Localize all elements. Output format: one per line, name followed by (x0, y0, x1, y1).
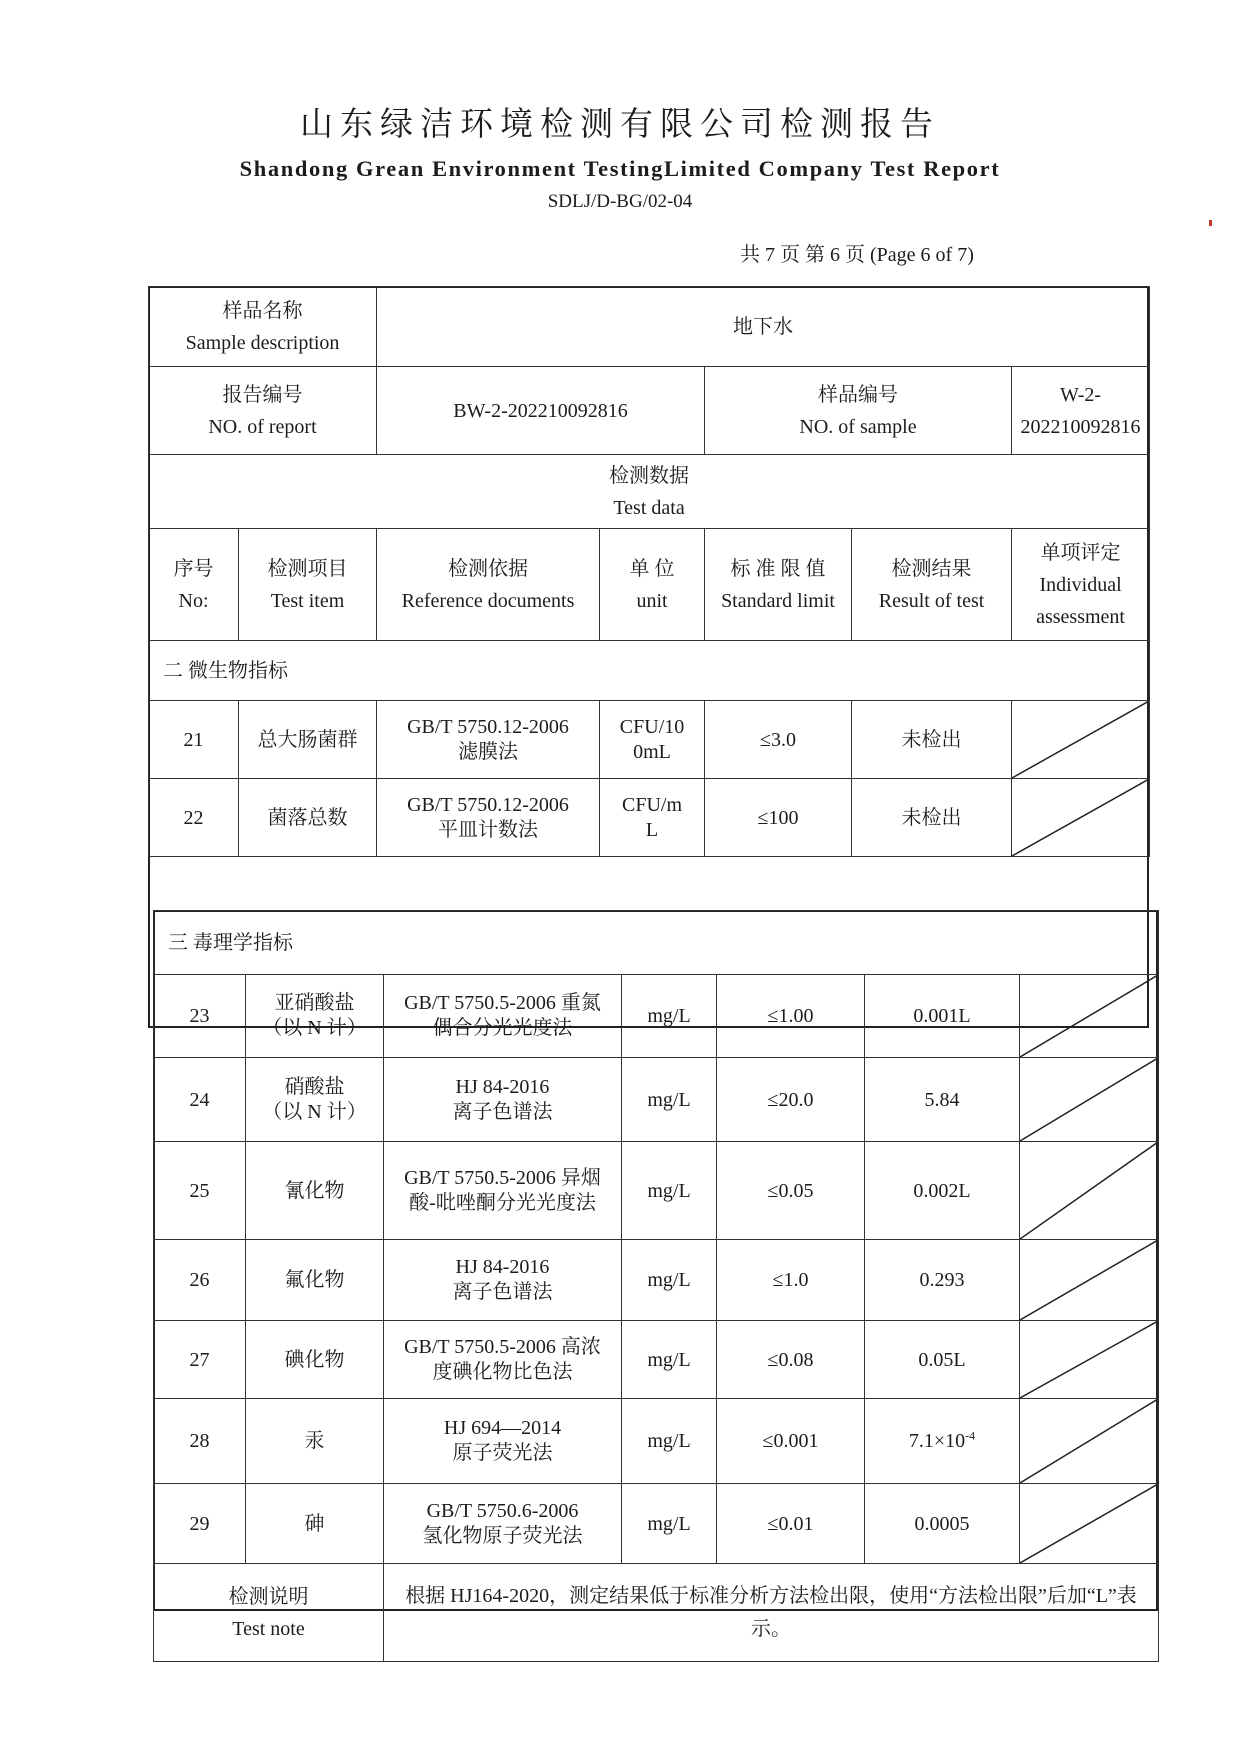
row-no: 23 (154, 975, 246, 1058)
row-item: 氟化物 (246, 1240, 384, 1321)
row-unit: CFU/m L (600, 779, 705, 857)
row-reference: GB/T 5750.5-2006 重氮 偶合分光光度法 (384, 975, 622, 1058)
row-reference: GB/T 5750.5-2006 高浓 度碘化物比色法 (384, 1321, 622, 1399)
row-result: 5.84 (865, 1058, 1020, 1142)
row-unit: CFU/10 0mL (600, 701, 705, 779)
row-reference: HJ 84-2016 离子色谱法 (384, 1240, 622, 1321)
row-item: 氰化物 (246, 1142, 384, 1240)
row-result: 0.05L (865, 1321, 1020, 1399)
row-result: 0.293 (865, 1240, 1020, 1321)
row-assessment-blank (1012, 779, 1150, 857)
row-no: 29 (154, 1484, 246, 1564)
row-no: 22 (149, 779, 239, 857)
row-unit: mg/L (622, 1058, 717, 1142)
report-number-label: 报告编号 NO. of report (149, 367, 377, 455)
table-row (154, 1142, 1159, 1240)
sample-description-row (149, 287, 1150, 367)
col-header-assessment: 单项评定 Individual assessment (1012, 529, 1150, 641)
test-note-row (154, 1564, 1159, 1662)
report-title-en: Shandong Grean Environment TestingLimited Company Test Report (239, 156, 1001, 181)
section-heading-microbial: 二 微生物指标 (149, 641, 1150, 701)
row-no: 24 (154, 1058, 246, 1142)
row-item: 碘化物 (246, 1321, 384, 1399)
row-limit: ≤100 (705, 779, 852, 857)
row-item: 汞 (246, 1399, 384, 1484)
sample-description-label: 样品名称 Sample description (149, 287, 377, 367)
report-title-cn: 山东绿洁环境检测有限公司检测报告 (300, 104, 940, 143)
document-code: SDLJ/D-BG/02-04 (547, 191, 693, 212)
column-header-row (149, 529, 1150, 641)
row-reference: GB/T 5750.6-2006 氢化物原子荧光法 (384, 1484, 622, 1564)
section-row-toxicological (154, 911, 1159, 975)
row-unit: mg/L (622, 1484, 717, 1564)
col-header-result: 检测结果 Result of test (852, 529, 1012, 641)
row-unit: mg/L (622, 1142, 717, 1240)
row-no: 25 (154, 1142, 246, 1240)
row-reference: GB/T 5750.5-2006 异烟 酸-吡唑酮分光光度法 (384, 1142, 622, 1240)
row-result: 未检出 (852, 701, 1012, 779)
row-assessment-blank (1020, 1142, 1159, 1240)
row-limit: ≤1.0 (717, 1240, 865, 1321)
row-limit: ≤1.00 (717, 975, 865, 1058)
sample-number-value: W-2-202210092816 (1012, 367, 1150, 455)
col-header-item: 检测项目 Test item (239, 529, 377, 641)
row-limit: ≤0.001 (717, 1399, 865, 1484)
test-note-label: 检测说明 Test note (154, 1564, 384, 1662)
test-data-heading-row (149, 455, 1150, 529)
test-note-text: 根据 HJ164-2020，测定结果低于标准分析方法检出限，使用“方法检出限”后加“L”表示。 (384, 1564, 1159, 1662)
row-item: 总大肠菌群 (239, 701, 377, 779)
table-row (154, 975, 1159, 1058)
row-assessment-blank (1020, 1484, 1159, 1564)
row-limit: ≤0.08 (717, 1321, 865, 1399)
report-number-row (149, 367, 1150, 455)
row-result: $7.1\times 10^{-4}$ (865, 1399, 1020, 1484)
row-unit: mg/L (622, 1321, 717, 1399)
row-item: 亚硝酸盐 （以 N 计） (246, 975, 384, 1058)
test-data-table-lower (153, 910, 1159, 1662)
row-result: 未检出 (852, 779, 1012, 857)
row-assessment-blank (1020, 1399, 1159, 1484)
row-unit: mg/L (622, 1399, 717, 1484)
test-data-table-upper (148, 286, 1150, 857)
sample-description-value: 地下水 (377, 287, 1150, 367)
row-assessment-blank (1012, 701, 1150, 779)
col-header-no: 序号 No: (149, 529, 239, 641)
row-unit: mg/L (622, 975, 717, 1058)
row-result: 0.002L (865, 1142, 1020, 1240)
row-item: 硝酸盐 （以 N 计） (246, 1058, 384, 1142)
table-row (154, 1240, 1159, 1321)
table-row (154, 1321, 1159, 1399)
row-no: 21 (149, 701, 239, 779)
row-unit: mg/L (622, 1240, 717, 1321)
row-limit: ≤0.05 (717, 1142, 865, 1240)
row-item: 砷 (246, 1484, 384, 1564)
row-limit: ≤0.01 (717, 1484, 865, 1564)
row-assessment-blank (1020, 1321, 1159, 1399)
section-row-microbial (149, 641, 1150, 701)
report-number-value: BW-2-202210092816 (377, 367, 705, 455)
row-reference: HJ 84-2016 离子色谱法 (384, 1058, 622, 1142)
row-reference: GB/T 5750.12-2006 滤膜法 (377, 701, 600, 779)
table-row (154, 1058, 1159, 1142)
col-header-limit: 标 准 限 值 Standard limit (705, 529, 852, 641)
row-result: 0.0005 (865, 1484, 1020, 1564)
col-header-reference: 检测依据 Reference documents (377, 529, 600, 641)
page-info: 共 7 页 第 6 页 (Page 6 of 7) (740, 244, 974, 266)
row-no: 28 (154, 1399, 246, 1484)
row-reference: HJ 694—2014 原子荧光法 (384, 1399, 622, 1484)
row-assessment-blank (1020, 975, 1159, 1058)
row-no: 27 (154, 1321, 246, 1399)
row-no: 26 (154, 1240, 246, 1321)
row-assessment-blank (1020, 1240, 1159, 1321)
test-data-heading: 检测数据 Test data (149, 455, 1150, 529)
table-row (149, 779, 1150, 857)
section-heading-toxicological: 三 毒理学指标 (154, 911, 1159, 975)
col-header-unit: 单 位 unit (600, 529, 705, 641)
row-item: 菌落总数 (239, 779, 377, 857)
table-row (154, 1399, 1159, 1484)
sample-number-label: 样品编号 NO. of sample (705, 367, 1012, 455)
row-limit: ≤20.0 (717, 1058, 865, 1142)
row-limit: ≤3.0 (705, 701, 852, 779)
table-row (154, 1484, 1159, 1564)
margin-mark (1209, 220, 1212, 226)
row-result: 0.001L (865, 975, 1020, 1058)
row-assessment-blank (1020, 1058, 1159, 1142)
row-reference: GB/T 5750.12-2006 平皿计数法 (377, 779, 600, 857)
table-row (149, 701, 1150, 779)
